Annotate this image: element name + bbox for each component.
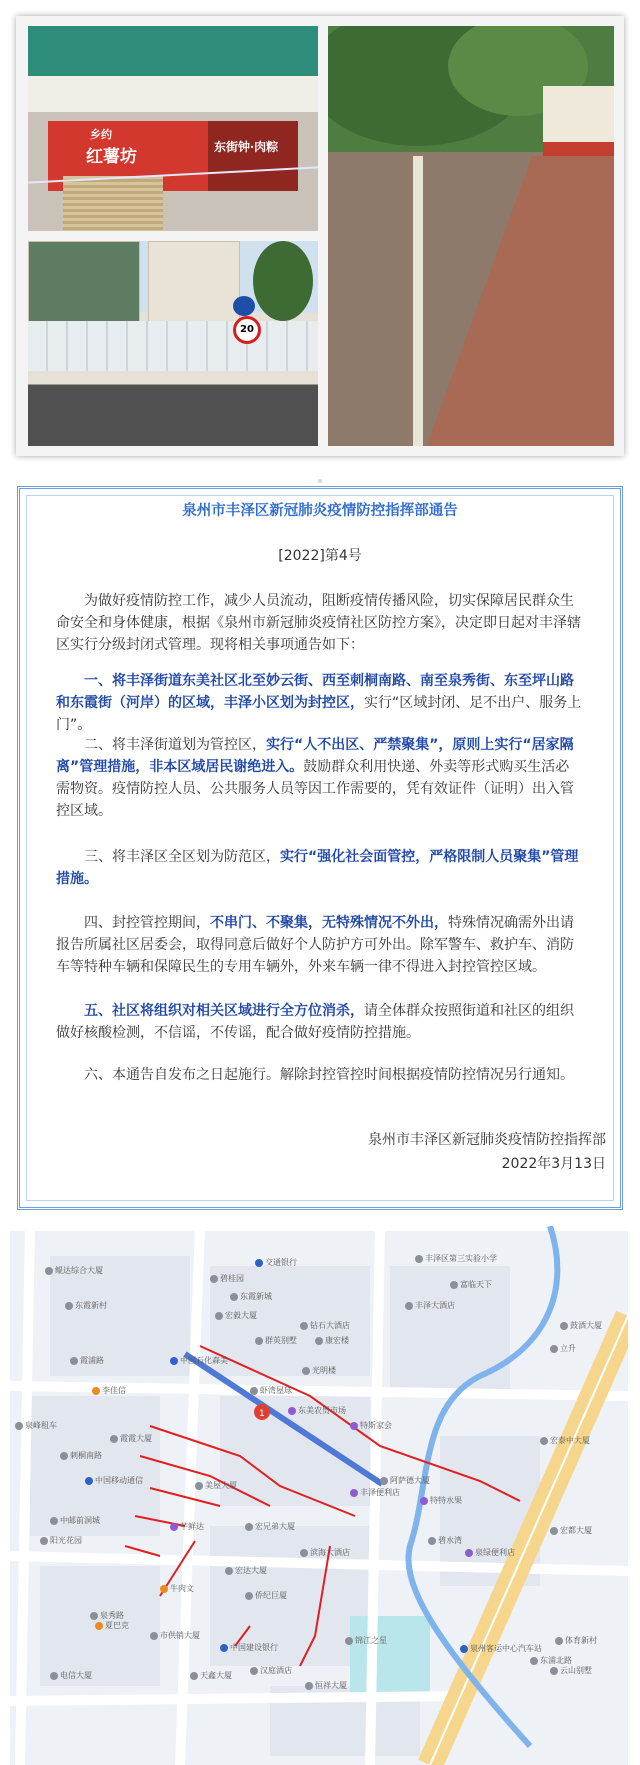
shop-icon [465, 1549, 473, 1557]
map-poi-residence-icon[interactable] [65, 1301, 107, 1311]
residence-icon [65, 1302, 73, 1310]
map-poi-label: 碧桂园 [220, 1274, 244, 1283]
shop-building [28, 241, 140, 333]
notice-item-2 [56, 734, 582, 822]
notice-item-3 [56, 846, 582, 890]
hotel-icon [300, 1322, 308, 1330]
map-poi-label: 丰泽大酒店 [415, 1301, 455, 1310]
residence-icon [210, 1275, 218, 1283]
bus-icon [460, 1645, 468, 1653]
notice-title: 泉州市丰泽区新冠肺炎疫情防控指挥部通告 [182, 503, 458, 519]
apartment-building [148, 241, 240, 333]
map-poi-building-icon[interactable] [305, 1681, 347, 1691]
map-poi-gas-icon[interactable] [170, 1356, 228, 1366]
residence-icon [230, 1293, 238, 1301]
shop-sign-text-small: 乡约 [90, 128, 112, 141]
poi-icon [250, 1387, 258, 1395]
item2-bold: 实行“人不出区、严禁聚集”，原则上实行“居家隔离”管理措施，非本区域居民谢绝进入。 [56, 737, 574, 775]
map-poi-hotel-icon[interactable] [405, 1301, 455, 1311]
map-poi-label: 丰泽便利店 [360, 1488, 400, 1497]
building-icon [550, 1527, 558, 1535]
map-poi-label: 中邮前洞城 [60, 1516, 100, 1525]
blue-road-sign [233, 296, 255, 316]
map-poi-label: 恒祥大厦 [315, 1681, 347, 1690]
map-poi-label: 美屋大厦 [205, 1481, 237, 1490]
road-icon [60, 1452, 68, 1460]
map-poi-label: 泉州客运中心汽车站 [470, 1644, 542, 1653]
map-poi-label: 侨纪巨厦 [255, 1591, 287, 1600]
residence-icon [550, 1667, 558, 1675]
building-icon [150, 1632, 158, 1640]
shop-icon [350, 1489, 358, 1497]
map-poi-label: 天鑫大厦 [200, 1671, 232, 1680]
map-poi-residence-icon[interactable] [40, 1536, 82, 1546]
map-poi-label: 立升 [560, 1344, 576, 1353]
residence-icon [40, 1537, 48, 1545]
map-poi-poi-icon[interactable] [550, 1344, 576, 1354]
speed-limit-sign: 20 [233, 316, 261, 344]
building-icon [215, 1312, 223, 1320]
map-poi-label: 交通银行 [265, 1258, 297, 1267]
map-poi-label: 锦江之星 [355, 1636, 387, 1645]
map-poi-label: 阿萨德大厦 [390, 1476, 430, 1485]
map-poi-food-icon[interactable] [160, 1584, 194, 1594]
shop-icon [420, 1497, 428, 1505]
building-icon [45, 1267, 53, 1275]
map-poi-label: 市供销大厦 [160, 1631, 200, 1640]
map-poi-label: 牛肉文 [170, 1584, 194, 1593]
map-poi-building-icon[interactable] [50, 1671, 92, 1681]
map-block [30, 1396, 160, 1536]
map-poi-label: 泉峰租车 [25, 1421, 57, 1430]
red-shop-sign-2 [208, 121, 298, 191]
rolling-shutter [63, 176, 163, 231]
photo-closed-shop [28, 26, 318, 231]
map-poi-residence-icon[interactable] [210, 1274, 244, 1284]
map-poi-label: 宏泰中大厦 [550, 1436, 590, 1445]
item1-bold: 一、将丰泽街道东美社区北至妙云街、西至刺桐南路、南至泉秀街、东至坪山路和东霞街（河岸）的区域，丰泽小区划为封控区， [56, 673, 574, 711]
item2-a: 二、将丰泽街道划为管控区， [84, 737, 266, 753]
road [10, 1696, 460, 1701]
map-poi-label: 阳光花园 [50, 1536, 82, 1545]
map-poi-label: 泉秀路 [100, 1611, 124, 1620]
notice-item-5 [56, 1000, 582, 1044]
map-poi-building-icon[interactable] [225, 1566, 267, 1576]
map-poi-building-icon[interactable] [315, 1336, 349, 1346]
building-icon [245, 1523, 253, 1531]
map-poi-residence-icon[interactable] [550, 1666, 592, 1676]
map-poi-label: 电信大厦 [60, 1671, 92, 1680]
item1-rest: 实行“区域封闭、足不出户、服务上门”。 [56, 695, 582, 733]
map-poi-label: 云山别墅 [560, 1666, 592, 1675]
map-poi-bus-icon[interactable] [460, 1644, 542, 1654]
map-poi-road-icon[interactable] [70, 1356, 104, 1366]
map-poi-building-icon[interactable] [215, 1311, 257, 1321]
map-poi-label: 东美农贸市场 [298, 1406, 346, 1415]
hotel-icon [345, 1637, 353, 1645]
map-poi-hotel-icon[interactable] [300, 1548, 350, 1558]
shop-sign-text-2: 东街钟·肉粽 [214, 140, 279, 154]
shop-icon [85, 1477, 93, 1485]
pond [350, 1616, 430, 1696]
item4-bold: 不串门、不聚集，无特殊情况不外出， [210, 915, 448, 931]
map-poi-building-icon[interactable] [45, 1266, 103, 1276]
map-poi-label: 中国建设银行 [230, 1643, 278, 1652]
map-poi-hotel-icon[interactable] [250, 1666, 292, 1676]
item3-a: 三、将丰泽区全区划为防范区， [84, 849, 280, 865]
map-poi-food-icon[interactable] [95, 1621, 129, 1631]
photo-empty-street [328, 26, 614, 446]
item3-bold: 实行“强化社会面管控，严格限制人员聚集”管理措施。 [56, 849, 579, 887]
notice-signer: 泉州市丰泽区新冠肺炎疫情防控指挥部 [368, 1132, 606, 1148]
shop-icon [170, 1523, 178, 1531]
map-poi-label: 中国移动通信 [95, 1476, 143, 1485]
map-poi-building-icon[interactable] [110, 1434, 152, 1444]
gas-icon [170, 1357, 178, 1365]
map-poi-shop-icon[interactable] [170, 1522, 204, 1532]
area-map[interactable] [10, 1226, 628, 1765]
map-poi-label: 霞霞大厦 [120, 1434, 152, 1443]
map-poi-shop-icon[interactable] [465, 1548, 515, 1558]
map-poi-label: 泉绿便利店 [475, 1548, 515, 1557]
map-poi-label: 东霞新城 [240, 1292, 272, 1301]
map-poi-label: 康宏楼 [325, 1336, 349, 1345]
map-poi-label: 宏都大厦 [560, 1526, 592, 1535]
map-poi-shop-icon[interactable] [420, 1496, 462, 1506]
map-poi-label: 汉庭酒店 [260, 1666, 292, 1675]
map-poi-label: 光明楼 [312, 1366, 336, 1375]
map-poi-label: 群英别墅 [265, 1336, 297, 1345]
building-icon [380, 1477, 388, 1485]
map-poi-poi-icon[interactable] [250, 1386, 292, 1396]
food-icon [160, 1585, 168, 1593]
map-poi-building-icon[interactable] [540, 1436, 590, 1446]
map-poi-label: 芊鲜达 [180, 1522, 204, 1531]
map-poi-label: 中国石化森美 [180, 1356, 228, 1365]
map-poi-label: 富临天下 [460, 1280, 492, 1289]
map-poi-label: 特斯家会 [360, 1421, 392, 1430]
notice-date: 2022年3月13日 [501, 1156, 606, 1172]
car-icon [15, 1422, 23, 1430]
map-poi-shop-icon[interactable] [85, 1476, 143, 1486]
barrier-wall [28, 321, 318, 371]
school-icon [415, 1255, 423, 1263]
map-poi-label: 李佳信 [102, 1386, 126, 1395]
map-poi-car-icon[interactable] [15, 1421, 57, 1431]
map-poi-building-icon[interactable] [302, 1366, 336, 1376]
map-poi-bank-icon[interactable] [255, 1258, 297, 1268]
building-top [28, 26, 318, 76]
shop-icon [350, 1422, 358, 1430]
item2-rest: 鼓励群众利用快递、外卖等形式购买生活必需物资。疫情防控人员、公共服务人员等因工作需要的，凭有效证件（证明）出入管控区域。 [56, 759, 574, 819]
map-poi-post-icon[interactable] [50, 1516, 100, 1526]
map-poi-road-icon[interactable] [90, 1611, 124, 1621]
notice-number: [2022]第4号 [278, 548, 362, 564]
map-poi-label: 宏兄弟大厦 [255, 1522, 295, 1531]
map-poi-label: 滨海大酒店 [310, 1548, 350, 1557]
map-poi-label: 鲲达综合大厦 [55, 1266, 103, 1275]
building-icon [305, 1682, 313, 1690]
divider-dot [318, 479, 322, 483]
map-poi-label: 东浦北路 [540, 1656, 572, 1665]
residence-icon [450, 1281, 458, 1289]
residence-icon [255, 1337, 263, 1345]
map-poi-bank-icon[interactable] [220, 1643, 278, 1653]
map-poi-food-icon[interactable] [92, 1386, 126, 1396]
post-icon [50, 1517, 58, 1525]
map-poi-label: 碧水湾 [438, 1536, 462, 1545]
road-icon [70, 1357, 78, 1365]
building-icon [540, 1437, 548, 1445]
building-icon [110, 1435, 118, 1443]
road-icon [90, 1612, 98, 1620]
notice-item-1 [56, 670, 582, 736]
food-icon [92, 1387, 100, 1395]
map-poi-label: 霞浦路 [80, 1356, 104, 1365]
map-poi-label: 钻石大酒店 [310, 1321, 350, 1330]
notice-box [17, 486, 623, 1210]
lane-line [413, 156, 423, 446]
map-poi-building-icon[interactable] [245, 1591, 287, 1601]
map-poi-label: 东霞新村 [75, 1301, 107, 1310]
map-poi-hotel-icon[interactable] [300, 1321, 350, 1331]
map-poi-residence-icon[interactable] [428, 1536, 462, 1546]
photo-collage [16, 16, 624, 456]
map-poi-label: 鼓酒大厦 [570, 1321, 602, 1330]
map-marker-number: 1 [259, 1409, 265, 1419]
building-icon [190, 1672, 198, 1680]
poi-icon [550, 1345, 558, 1353]
map-poi-building-icon[interactable] [190, 1671, 232, 1681]
map-poi-label: 宏毅大厦 [225, 1311, 257, 1320]
map-poi-label: 宏达大厦 [235, 1566, 267, 1575]
map-poi-road-icon[interactable] [530, 1656, 572, 1666]
building-icon [245, 1592, 253, 1600]
notice-intro: 为做好疫情防控工作，减少人员流动，阻断疫情传播风险，切实保障居民群众生命安全和身体健康，根据《泉州市新冠肺炎疫情社区防控方案》，决定即日起对丰泽辖区实行分级封闭式管理。现将相关事项通告如下： [56, 593, 581, 653]
item5-bold: 五、社区将组织对相关区域进行全方位消杀， [84, 1003, 364, 1019]
map-poi-label: 体育新村 [565, 1636, 597, 1645]
market-icon [288, 1407, 296, 1415]
map-poi-label: 虾湾屋球 [260, 1386, 292, 1395]
map-poi-building-icon[interactable] [380, 1476, 430, 1486]
map-poi-shop-icon[interactable] [350, 1421, 392, 1431]
food-icon [95, 1622, 103, 1630]
map-poi-label: 刺桐南路 [70, 1451, 102, 1460]
map-poi-building-icon[interactable] [150, 1631, 200, 1641]
hotel-icon [405, 1302, 413, 1310]
notice-item-6: 六、本通告自发布之日起施行。解除封控管控时间根据疫情防控情况另行通知。 [84, 1067, 574, 1083]
map-poi-label: 特特水果 [430, 1496, 462, 1505]
shop-sign-text: 红薯坊 [86, 147, 137, 167]
road [20, 1226, 30, 1765]
building-icon [225, 1567, 233, 1575]
map-poi-building-icon[interactable] [560, 1321, 602, 1331]
map-poi-residence-icon[interactable] [450, 1280, 492, 1290]
hotel-icon [300, 1549, 308, 1557]
map-poi-building-icon[interactable] [550, 1526, 592, 1536]
red-bike-lane [423, 156, 614, 446]
building-icon [315, 1337, 323, 1345]
map-poi-school-icon[interactable] [415, 1254, 497, 1264]
map-poi-hotel-icon[interactable] [345, 1636, 387, 1646]
map-poi-road-icon[interactable] [60, 1451, 102, 1461]
photo-barrier-wall [28, 241, 318, 446]
bank-icon [255, 1259, 263, 1267]
notice-item-4 [56, 912, 582, 978]
item4-rest: 特殊情况确需外出请报告所属社区居委会，取得同意后做好个人防护方可外出。除军警车、救护车、消防车等特种车辆和保障民生的专用车辆外，外来车辆一律不得进入封控管控区域。 [56, 915, 574, 975]
hotel-icon [250, 1667, 258, 1675]
building-icon [50, 1672, 58, 1680]
map-poi-residence-icon[interactable] [255, 1336, 297, 1346]
item4-a: 四、封控管控期间， [84, 915, 210, 931]
map-poi-label: 夏巴克 [105, 1621, 129, 1630]
map-poi-market-icon[interactable] [288, 1406, 346, 1416]
tree [253, 241, 313, 321]
building-icon [302, 1367, 310, 1375]
bank-icon [220, 1644, 228, 1652]
item5-rest: 请全体群众按照街道和社区的组织做好核酸检测，不信谣，不传谣，配合做好疫情防控措施。 [56, 1003, 574, 1041]
road-icon [530, 1657, 538, 1665]
map-poi-label: 丰泽区第三实验小学 [425, 1254, 497, 1263]
map-poi-building-icon[interactable] [195, 1481, 237, 1491]
residence-icon [428, 1537, 436, 1545]
building-icon [195, 1482, 203, 1490]
map-poi-shop-icon[interactable] [350, 1488, 400, 1498]
residence-icon [555, 1637, 563, 1645]
map-poi-residence-icon[interactable] [555, 1636, 597, 1646]
map-poi-building-icon[interactable] [245, 1522, 295, 1532]
map-poi-residence-icon[interactable] [230, 1292, 272, 1302]
building-icon [560, 1322, 568, 1330]
